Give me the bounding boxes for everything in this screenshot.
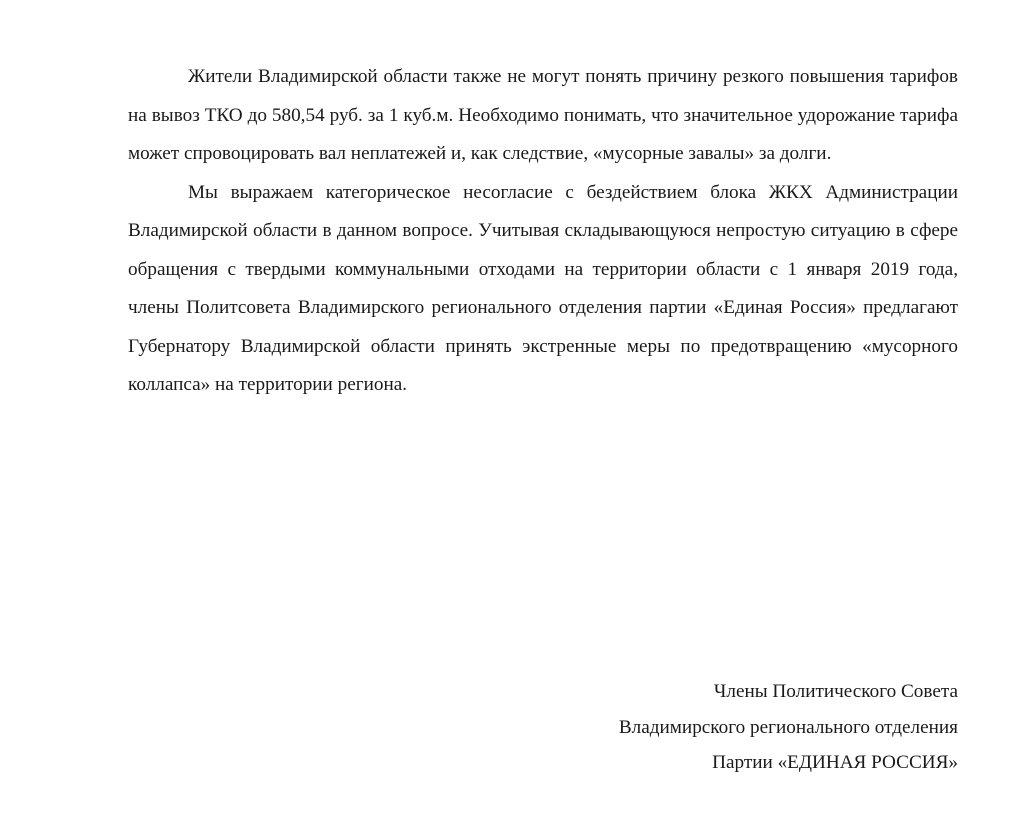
paragraph-demands: Мы выражаем категорическое несогласие с бездействием блока ЖКХ Администрации Владимирской области в данном вопросе. Учитывая складывающуюся непростую ситуацию в сфере обращения с твердыми коммунальными отходами на территории области с 1 января 2019 года, члены Политсовета Владимирского регионального отделения партии «Единая Россия» предлагают Губернатору Владимирской области принять экстренные меры по предотвращению «мусорного коллапса» на территории региона. bbox=[128, 181, 958, 395]
signature-line-branch: Владимирского регионального отделения bbox=[618, 716, 958, 738]
paragraph-tariffs: Жители Владимирской области также не могут понять причину резкого повышения тарифов на вывоз ТКО до 580,54 руб. за 1 куб.м. Необходимо понимать, что значительное удорожание тарифа может спровоцировать вал неплатежей и, как следствие, «мусорные завалы» за долги. bbox=[128, 66, 958, 164]
signature-line-party: Партии «ЕДИНАЯ РОССИЯ» bbox=[712, 752, 958, 773]
document-body bbox=[128, 58, 958, 405]
signature-line-council: Члены Политического Совета bbox=[713, 681, 958, 702]
signature-block bbox=[619, 674, 958, 781]
